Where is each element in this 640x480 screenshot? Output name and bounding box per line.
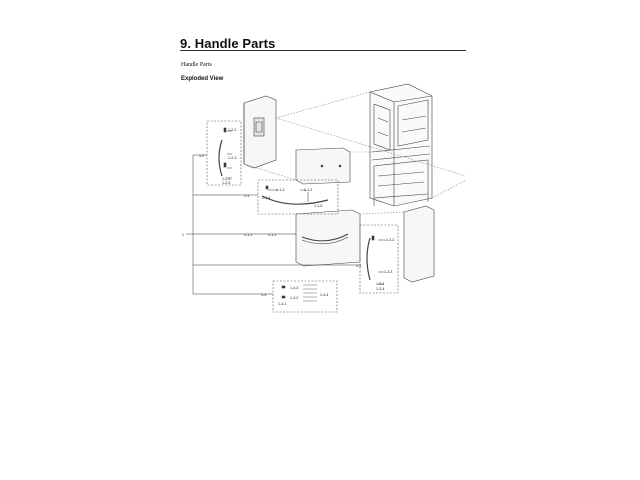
callout-left-b: 1-2-3 [228, 156, 237, 160]
callout-right-c: 1-3-1 [376, 282, 385, 286]
upper-panel [296, 148, 350, 184]
subtitle: Handle Parts [181, 62, 212, 68]
part-number-list [303, 285, 317, 301]
handle-right [367, 238, 370, 280]
callout-right-d: 1-3-4 [376, 287, 385, 291]
callout-main: 1 [182, 233, 184, 237]
callout-right-b: 1-3-3 [384, 270, 393, 274]
handle-drawer [262, 196, 328, 204]
section-heading: Exploded View [181, 76, 224, 82]
right-door [404, 206, 434, 282]
callout-drawer-d: 1-1-5 [314, 204, 323, 208]
callout-bottom-b: 1-4-2 [290, 296, 299, 300]
callout-right-a: 1-3-2 [386, 238, 395, 242]
callout-group-bottom: 1-4 [261, 293, 267, 297]
refrigerator-cabinet [370, 84, 432, 206]
callout-left-d: 1-2-4 [222, 181, 231, 185]
handle-left [219, 140, 222, 176]
left-door [244, 96, 276, 168]
callout-group-drawer: 1-1 [244, 194, 250, 198]
callout-drawer-b: 1-1-2 [304, 188, 313, 192]
callout-bottom-d: 1-4-1 [278, 302, 287, 306]
callout-bottom-a: 1-4-3 [290, 286, 299, 290]
callout-group-right: 1-3 [356, 264, 362, 268]
callout-drawer-f: 1-1-1 [244, 233, 253, 237]
callout-drawer-e: 1-1-1 [268, 233, 277, 237]
drawer-front [296, 210, 360, 266]
callout-left-a: 1-2-2 [228, 128, 237, 132]
callout-group-left: 1-2 [199, 154, 205, 158]
callout-bottom-c: 1-4-4 [320, 293, 329, 297]
callout-drawer-a: 1-1-3 [276, 188, 285, 192]
callout-drawer-c: 1-1-4 [262, 196, 271, 200]
perspective-lines [244, 92, 466, 214]
callout-left-c: 1-2-1 [222, 177, 231, 181]
page-title: 9. Handle Parts [180, 36, 276, 51]
